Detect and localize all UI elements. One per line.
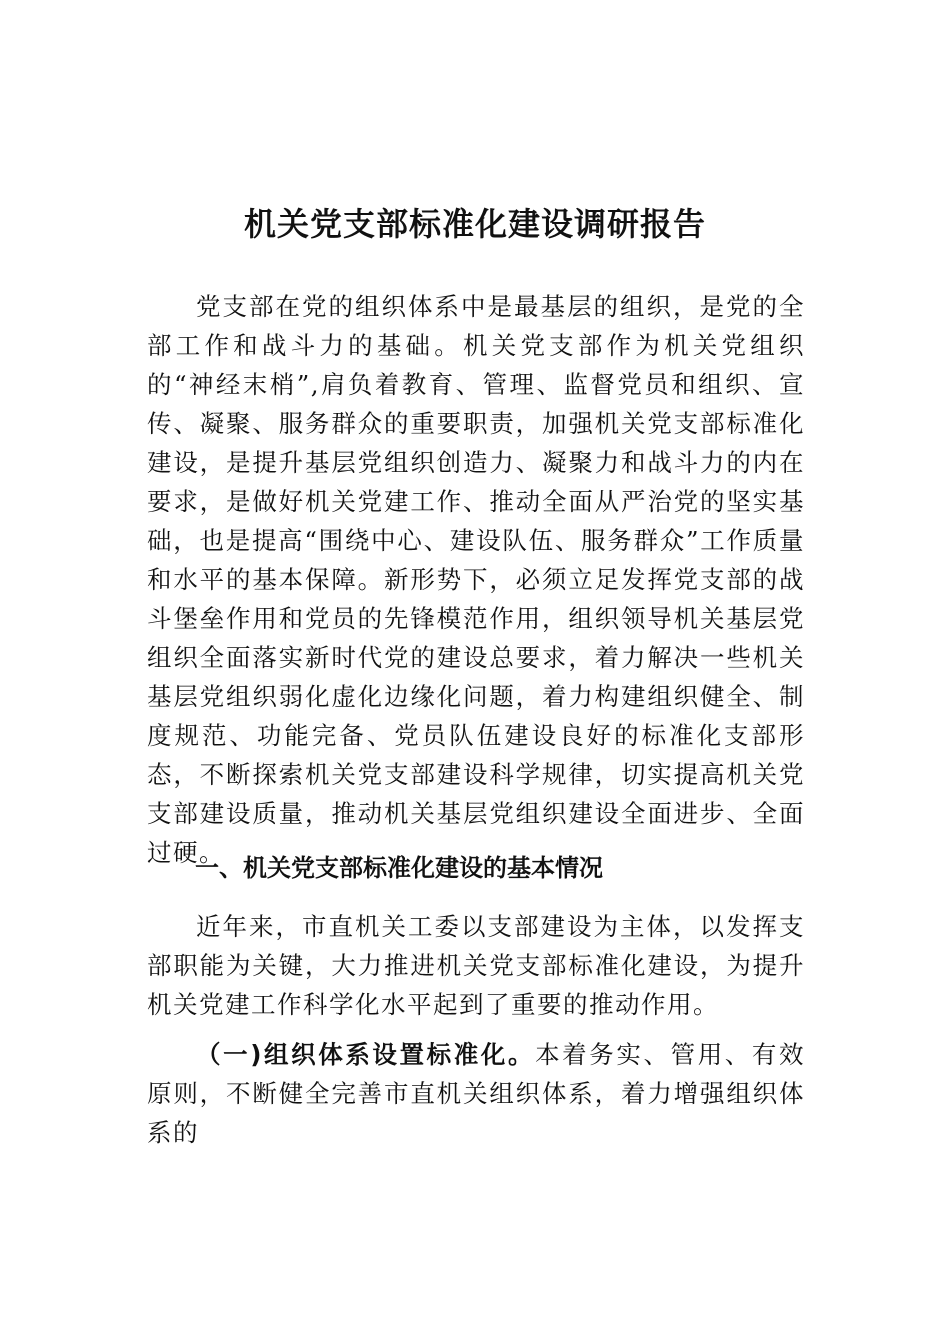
section-heading: 一、机关党支部标准化建设的基本情况 [195, 854, 603, 882]
document-title: 机关党支部标准化建设调研报告 [243, 205, 706, 243]
subsection-text: 本着务实、管用、有效原则，不断健全完善市直机关组织体系，着力增强组织体系的 [147, 1040, 806, 1147]
intro-paragraph-block [147, 287, 805, 872]
section-paragraph-block [147, 907, 805, 1024]
subsection-paragraph-block [147, 1035, 805, 1152]
subsection-paragraph [147, 1035, 805, 1152]
section-paragraph: 近年来，市直机关工委以支部建设为主体，以发挥支部职能为关键，大力推进机关党支部标准化建设，为提升机关党建工作科学化水平起到了重要的推动作用。 [147, 912, 805, 1019]
intro-paragraph: 党支部在党的组织体系中是最基层的组织，是党的全部工作和战斗力的基础。机关党支部作为机关党组织的“神经末梢”,肩负着教育、管理、监督党员和组织、宣传、凝聚、服务群众的重要职责，加强机关党支部标准化建设，是提升基层党组织创造力、凝聚力和战斗力的内在要求，是做好机关党建工作、推动全面从严治党的坚实基础，也是提高“围绕中心、建设队伍、服务群众”工作质量和水平的基本保障。新形势下，必须立足发挥党支部的战斗堡垒作用和党员的先锋模范作用，组织领导机关基层党组织全面落实新时代党的建设总要求，着力解决一些机关基层党组织弱化虚化边缘化问题，着力构建组织健全、制度规范、功能完备、党员队伍建设良好的标准化支部形态，不断探索机关党支部建设科学规律，切实提高机关党支部建设质量，推动机关基层党组织建设全面进步、全面过硬。 [147, 292, 805, 867]
subsection-heading: （一)组织体系设置标准化。 [196, 1040, 536, 1069]
